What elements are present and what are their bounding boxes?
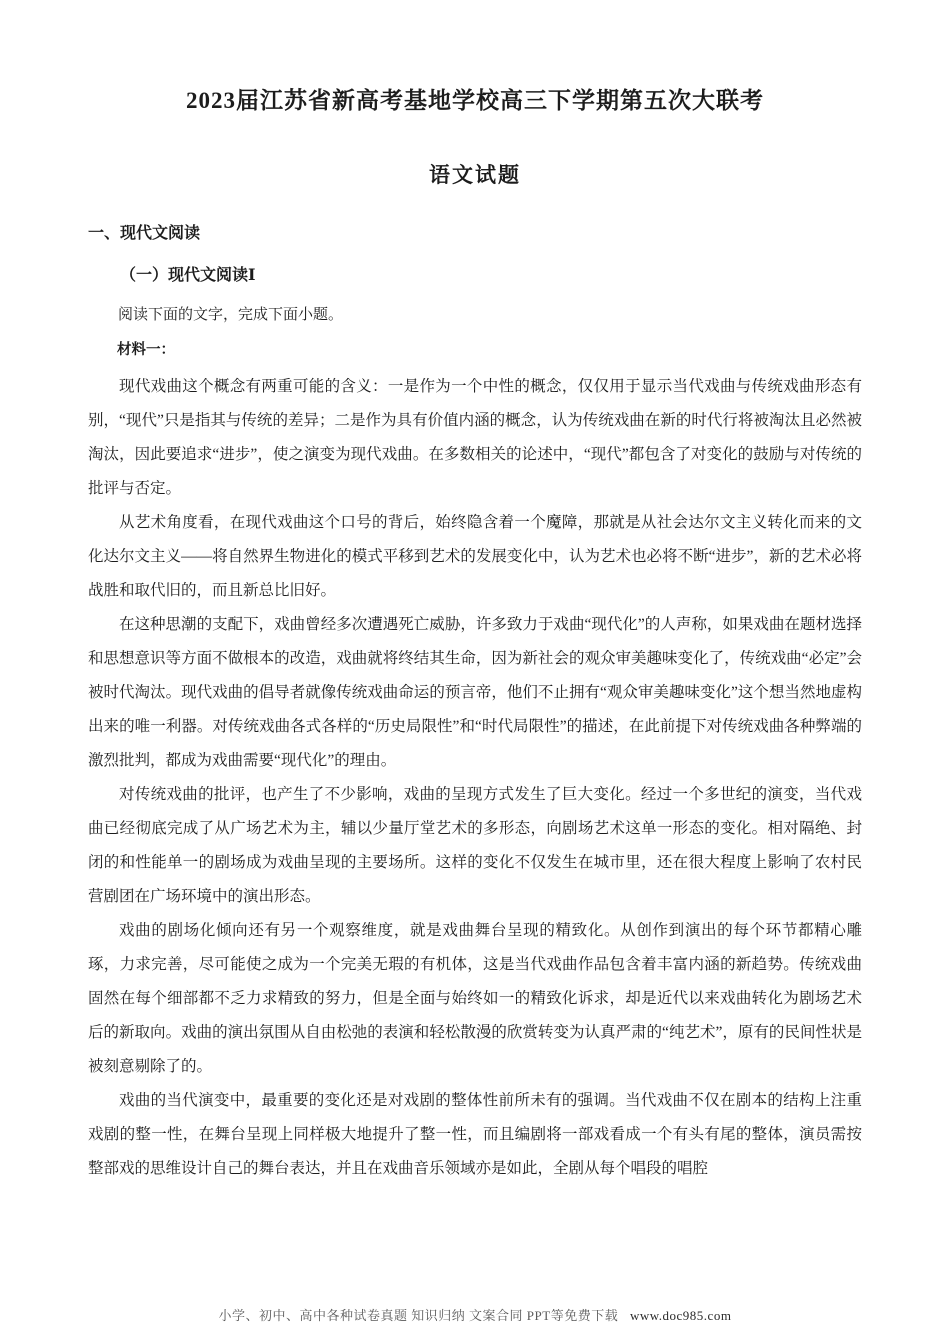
- paragraph-4: 对传统戏曲的批评，也产生了不少影响，戏曲的呈现方式发生了巨大变化。经过一个多世纪的演变，当代戏曲已经彻底完成了从广场艺术为主，辅以少量厅堂艺术的多形态，向剧场艺术这单一形态的变化。相对隔绝、封闭的和性能单一的剧场成为戏曲呈现的主要场所。这样的变化不仅发生在城市里，还在很大程度上影响了农村民营剧团在广场环境中的演出形态。: [88, 786, 862, 906]
- reading-instruction: 阅读下面的文字，完成下面小题。: [118, 306, 344, 323]
- paragraph-3: 在这种思潮的支配下，戏曲曾经多次遭遇死亡威胁，许多致力于戏曲“现代化”的人声称，如果戏曲在题材选择和思想意识等方面不做根本的改造，戏曲就将终结其生命，因为新社会的观众审美趣味变化了，传统戏曲“必定”会被时代淘汰。现代戏曲的倡导者就像传统戏曲命运的预言帝，他们不止拥有“观众审美趣味变化”这个想当然地虚构出来的唯一利器。对传统戏曲各式各样的“历史局限性”和“时代局限性”的描述，在此前提下对传统戏曲各种弊端的激烈批判，都成为戏曲需要“现代化”的理由。: [88, 616, 862, 770]
- subsection-heading-reading-1: （一）现代文阅读Ⅰ: [120, 267, 256, 285]
- paragraph-1: 现代戏曲这个概念有两重可能的含义：一是作为一个中性的概念，仅仅用于显示当代戏曲与传统戏曲形态有别，“现代”只是指其与传统的差异；二是作为具有价值内涵的概念，认为传统戏曲在新的时代行将被淘汰且必然被淘汰，因此要追求“进步”，使之演变为现代戏曲。在多数相关的论述中，“现代”都包含了对变化的鼓励与对传统的批评与否定。: [88, 378, 862, 498]
- paragraph-2: 从艺术角度看，在现代戏曲这个口号的背后，始终隐含着一个魔障，那就是从社会达尔文主义转化而来的文化达尔文主义——将自然界生物进化的模式平移到艺术的发展变化中，认为艺术也必将不断“进步”，新的艺术必将战胜和取代旧的，而且新总比旧好。: [88, 514, 862, 600]
- section-heading-modern-reading: 一、现代文阅读: [88, 225, 201, 242]
- footer-promo-text: 小学、初中、高中各种试卷真题 知识归纳 文案合同 PPT等免费下载: [218, 1308, 619, 1323]
- document-subtitle: 语文试题: [429, 163, 521, 187]
- document-title: 2023届江苏省新高考基地学校高三下学期第五次大联考: [186, 88, 764, 113]
- footer-site-link[interactable]: www.doc985.com: [629, 1308, 732, 1323]
- paragraph-6: 戏曲的当代演变中，最重要的变化还是对戏剧的整体性前所未有的强调。当代戏曲不仅在剧本的结构上注重戏剧的整一性，在舞台呈现上同样极大地提升了整一性，而且编剧将一部戏看成一个有头有尾的整体，演员需按整部戏的思维设计自己的舞台表达，并且在戏曲音乐领域亦是如此，全剧从每个唱段的唱腔: [88, 1092, 862, 1178]
- paragraph-5: 戏曲的剧场化倾向还有另一个观察维度，就是戏曲舞台呈现的精致化。从创作到演出的每个环节都精心雕琢，力求完善，尽可能使之成为一个完美无瑕的有机体，这是当代戏曲作品包含着丰富内涵的新趋势。传统戏曲固然在每个细部都不乏力求精致的努力，但是全面与始终如一的精致化诉求，却是近代以来戏曲转化为剧场艺术后的新取向。戏曲的演出氛围从自由松弛的表演和轻松散漫的欣赏转变为认真严肃的“纯艺术”，原有的民间性状是被刻意剔除了的。: [88, 922, 862, 1076]
- page-footer: [0, 1305, 950, 1324]
- material-one-label: 材料一：: [117, 342, 175, 359]
